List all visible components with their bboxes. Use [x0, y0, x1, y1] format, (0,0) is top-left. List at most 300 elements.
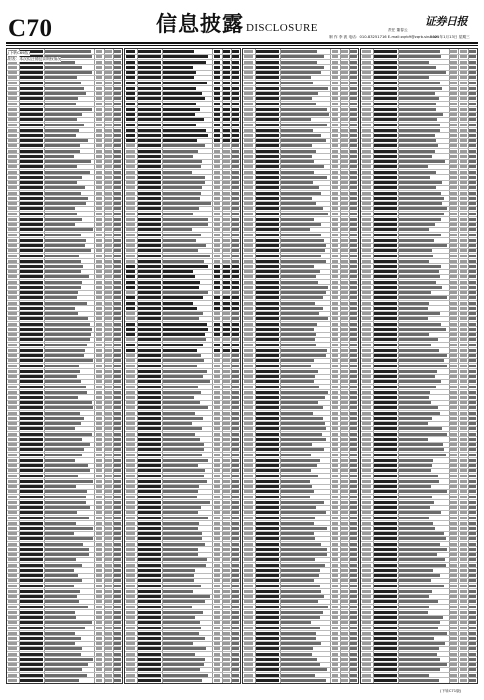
table-cell — [223, 585, 230, 588]
table-cell — [232, 480, 239, 483]
table-cell — [281, 438, 326, 441]
table-cell — [8, 275, 17, 278]
table-cell — [105, 218, 112, 221]
table-cell — [126, 349, 135, 352]
table-cell — [256, 223, 279, 226]
table-cell — [460, 281, 467, 284]
table-cell — [163, 365, 197, 368]
table-cell — [332, 323, 339, 326]
table-cell — [362, 323, 371, 326]
table-cell — [96, 522, 103, 525]
table-cell — [232, 244, 239, 247]
table-cell — [8, 323, 17, 326]
table-cell — [399, 165, 428, 168]
table-cell — [105, 585, 112, 588]
table-cell — [96, 103, 103, 106]
table-cell — [232, 134, 239, 137]
table-cell — [374, 338, 397, 341]
table-cell — [341, 438, 348, 441]
table-cell — [232, 333, 239, 336]
table-cell — [469, 108, 476, 111]
table-cell — [232, 406, 239, 409]
table-cell — [138, 396, 161, 399]
table-cell — [332, 632, 339, 635]
table-cell — [232, 160, 239, 163]
table-cell — [163, 438, 200, 441]
table-cell — [20, 527, 43, 530]
table-cell — [8, 579, 17, 582]
table-cell — [244, 286, 253, 289]
table-cell — [341, 464, 348, 467]
table-cell — [126, 401, 135, 404]
table-cell — [450, 506, 457, 509]
table-cell — [469, 87, 476, 90]
table-cell — [244, 265, 253, 268]
table-cell — [232, 438, 239, 441]
table-cell — [126, 532, 135, 535]
table-cell — [96, 134, 103, 137]
table-cell — [399, 97, 439, 100]
table-cell — [138, 113, 161, 116]
table-cell — [223, 150, 230, 153]
table-cell — [232, 448, 239, 451]
table-cell — [341, 606, 348, 609]
table-cell — [350, 139, 357, 142]
table-cell — [399, 391, 430, 394]
table-cell — [138, 139, 161, 142]
table-cell — [45, 585, 74, 588]
table-cell — [214, 443, 221, 446]
table-cell — [214, 548, 221, 551]
table-cell — [256, 370, 279, 373]
table-cell — [256, 632, 279, 635]
table-cell — [450, 296, 457, 299]
table-cell — [8, 312, 17, 315]
table-cell — [114, 663, 121, 666]
table-cell — [332, 433, 339, 436]
table-cell — [256, 668, 279, 671]
table-cell — [45, 674, 87, 677]
table-cell — [341, 412, 348, 415]
table-cell — [256, 103, 279, 106]
table-cell — [223, 275, 230, 278]
table-cell — [362, 438, 371, 441]
table-cell — [114, 642, 121, 645]
table-cell — [362, 260, 371, 263]
table-cell — [45, 469, 90, 472]
table-cell — [399, 323, 441, 326]
table-cell — [96, 118, 103, 121]
table-cell — [362, 532, 371, 535]
table-cell — [341, 333, 348, 336]
table-cell — [96, 328, 103, 331]
table-cell — [126, 354, 135, 357]
table-cell — [45, 527, 93, 530]
table-cell — [8, 118, 17, 121]
table-cell — [374, 406, 397, 409]
table-cell — [20, 359, 43, 362]
table-cell — [374, 637, 397, 640]
table-cell — [8, 181, 17, 184]
table-cell — [332, 522, 339, 525]
table-cell — [163, 213, 193, 216]
table-cell — [332, 181, 339, 184]
table-cell — [114, 522, 121, 525]
table-cell — [223, 218, 230, 221]
table-cell — [223, 427, 230, 430]
table-cell — [114, 616, 121, 619]
table-cell — [96, 679, 103, 682]
table-row — [243, 678, 358, 683]
table-cell — [138, 118, 161, 121]
table-cell — [332, 218, 339, 221]
table-cell — [469, 469, 476, 472]
table-cell — [399, 422, 428, 425]
table-cell — [244, 354, 253, 357]
table-cell — [460, 443, 467, 446]
table-cell — [256, 448, 279, 451]
table-cell — [96, 150, 103, 153]
table-cell — [163, 537, 202, 540]
table-cell — [469, 317, 476, 320]
table-cell — [362, 244, 371, 247]
table-cell — [450, 386, 457, 389]
table-cell — [256, 501, 279, 504]
table-cell — [232, 579, 239, 582]
table-cell — [281, 359, 314, 362]
table-cell — [256, 192, 279, 195]
table-cell — [399, 218, 441, 221]
table-cell — [450, 627, 457, 630]
table-cell — [223, 537, 230, 540]
table-cell — [138, 186, 161, 189]
table-cell — [399, 186, 436, 189]
table-cell — [469, 412, 476, 415]
table-cell — [374, 522, 397, 525]
table-cell — [256, 291, 279, 294]
table-cell — [341, 365, 348, 368]
table-cell — [163, 506, 201, 509]
table-cell — [332, 118, 339, 121]
table-cell — [105, 396, 112, 399]
table-cell — [281, 97, 312, 100]
table-cell — [469, 82, 476, 85]
table-cell — [399, 412, 440, 415]
table-cell — [8, 197, 17, 200]
table-cell — [223, 632, 230, 635]
table-cell — [138, 668, 161, 671]
table-cell — [332, 480, 339, 483]
table-cell — [374, 296, 397, 299]
table-cell — [399, 553, 436, 556]
table-cell — [350, 621, 357, 624]
table-cell — [232, 454, 239, 457]
table-cell — [460, 129, 467, 132]
table-cell — [138, 71, 161, 74]
table-cell — [469, 475, 476, 478]
table-cell — [281, 349, 327, 352]
table-cell — [105, 87, 112, 90]
table-cell — [469, 291, 476, 294]
table-cell — [20, 275, 43, 278]
table-cell — [223, 637, 230, 640]
table-cell — [163, 92, 202, 95]
table-cell — [114, 679, 121, 682]
table-cell — [223, 674, 230, 677]
table-cell — [244, 459, 253, 462]
table-cell — [281, 323, 317, 326]
table-cell — [332, 66, 339, 69]
table-cell — [105, 553, 112, 556]
table-cell — [96, 668, 103, 671]
table-cell — [399, 506, 430, 509]
table-cell — [8, 543, 17, 546]
table-cell — [362, 87, 371, 90]
table-cell — [20, 134, 43, 137]
table-cell — [244, 674, 253, 677]
table-cell — [114, 427, 121, 430]
table-cell — [450, 480, 457, 483]
table-cell — [374, 464, 397, 467]
table-cell — [232, 61, 239, 64]
table-cell — [138, 92, 161, 95]
table-cell — [8, 160, 17, 163]
table-cell — [362, 511, 371, 514]
table-cell — [126, 674, 135, 677]
table-cell — [8, 171, 17, 174]
table-cell — [96, 202, 103, 205]
table-cell — [214, 606, 221, 609]
table-cell — [163, 239, 196, 242]
table-cell — [332, 590, 339, 593]
table-cell — [8, 124, 17, 127]
table-cell — [232, 517, 239, 520]
table-cell — [232, 338, 239, 341]
table-cell — [332, 532, 339, 535]
table-cell — [374, 433, 397, 436]
table-cell — [138, 228, 161, 231]
table-cell — [126, 50, 135, 53]
table-cell — [45, 197, 88, 200]
table-cell — [281, 391, 328, 394]
table-cell — [105, 108, 112, 111]
table-cell — [244, 249, 253, 252]
table-cell — [350, 97, 357, 100]
table-cell — [256, 553, 279, 556]
table-cell — [350, 134, 357, 137]
table-cell — [341, 391, 348, 394]
table-cell — [244, 658, 253, 661]
table-cell — [45, 621, 92, 624]
table-cell — [399, 338, 438, 341]
table-cell — [256, 480, 279, 483]
table-cell — [45, 155, 74, 158]
table-cell — [214, 160, 221, 163]
table-cell — [244, 600, 253, 603]
table-cell — [20, 139, 43, 142]
table-cell — [350, 71, 357, 74]
table-cell — [214, 375, 221, 378]
table-cell — [232, 202, 239, 205]
table-cell — [8, 92, 17, 95]
table-cell — [105, 302, 112, 305]
table-cell — [399, 490, 447, 493]
table-cell — [114, 317, 121, 320]
table-column-4 — [360, 48, 478, 684]
table-cell — [399, 265, 441, 268]
table-cell — [214, 50, 221, 53]
table-cell — [232, 307, 239, 310]
table-cell — [138, 192, 161, 195]
table-cell — [214, 144, 221, 147]
table-cell — [126, 480, 135, 483]
table-cell — [105, 574, 112, 577]
table-cell — [244, 501, 253, 504]
table-cell — [350, 171, 357, 174]
table-cell — [223, 228, 230, 231]
table-cell — [126, 197, 135, 200]
table-cell — [232, 537, 239, 540]
table-cell — [20, 443, 43, 446]
table-cell — [8, 380, 17, 383]
table-cell — [281, 249, 325, 252]
table-cell — [362, 627, 371, 630]
table-cell — [126, 97, 135, 100]
table-cell — [374, 55, 397, 58]
table-cell — [126, 71, 135, 74]
table-cell — [341, 249, 348, 252]
table-cell — [138, 234, 161, 237]
table-cell — [105, 213, 112, 216]
table-cell — [332, 501, 339, 504]
table-cell — [399, 480, 438, 483]
table-cell — [232, 296, 239, 299]
table-cell — [350, 658, 357, 661]
table-cell — [20, 490, 43, 493]
table-cell — [332, 642, 339, 645]
table-cell — [350, 611, 357, 614]
table-cell — [244, 244, 253, 247]
table-cell — [362, 679, 371, 682]
table-cell — [223, 422, 230, 425]
table-cell — [341, 155, 348, 158]
table-cell — [332, 406, 339, 409]
table-cell — [350, 50, 357, 53]
table-cell — [223, 600, 230, 603]
table-cell — [374, 213, 397, 216]
table-cell — [138, 370, 161, 373]
table-cell — [350, 642, 357, 645]
table-cell — [374, 579, 397, 582]
table-cell — [114, 155, 121, 158]
table-cell — [223, 249, 230, 252]
table-cell — [163, 160, 202, 163]
table-cell — [256, 642, 279, 645]
table-cell — [45, 506, 90, 509]
table-cell — [214, 265, 221, 268]
table-cell — [126, 344, 135, 347]
table-cell — [126, 653, 135, 656]
table-cell — [256, 249, 279, 252]
table-cell — [96, 244, 103, 247]
table-cell — [244, 454, 253, 457]
table-cell — [362, 621, 371, 624]
table-cell — [138, 380, 161, 383]
table-cell — [256, 558, 279, 561]
table-cell — [214, 632, 221, 635]
table-cell — [138, 359, 161, 362]
table-cell — [126, 543, 135, 546]
table-cell — [469, 202, 476, 205]
table-cell — [163, 50, 194, 53]
table-cell — [469, 627, 476, 630]
table-cell — [96, 55, 103, 58]
table-cell — [214, 260, 221, 263]
table-cell — [460, 108, 467, 111]
table-cell — [20, 312, 43, 315]
table-cell — [341, 265, 348, 268]
table-cell — [469, 674, 476, 677]
table-cell — [214, 55, 221, 58]
table-cell — [114, 333, 121, 336]
table-cell — [126, 61, 135, 64]
table-cell — [341, 370, 348, 373]
table-cell — [469, 448, 476, 451]
table-cell — [256, 207, 279, 210]
table-cell — [114, 260, 121, 263]
table-cell — [281, 558, 315, 561]
table-cell — [96, 485, 103, 488]
table-cell — [350, 464, 357, 467]
table-cell — [20, 496, 43, 499]
table-cell — [450, 647, 457, 650]
table-cell — [450, 406, 457, 409]
table-cell — [244, 668, 253, 671]
table-cell — [469, 543, 476, 546]
table-cell — [8, 244, 17, 247]
table-cell — [332, 370, 339, 373]
table-cell — [223, 448, 230, 451]
table-cell — [20, 585, 43, 588]
table-cell — [20, 663, 43, 666]
table-cell — [374, 606, 397, 609]
table-cell — [232, 443, 239, 446]
table-cell — [362, 564, 371, 567]
table-cell — [96, 50, 103, 53]
table-cell — [223, 239, 230, 242]
table-cell — [126, 281, 135, 284]
table-cell — [138, 275, 161, 278]
table-cell — [232, 144, 239, 147]
table-cell — [350, 55, 357, 58]
table-cell — [8, 260, 17, 263]
table-cell — [126, 517, 135, 520]
table-cell — [332, 270, 339, 273]
table-cell — [223, 349, 230, 352]
table-cell — [374, 344, 397, 347]
table-cell — [350, 192, 357, 195]
table-cell — [223, 527, 230, 530]
table-cell — [138, 406, 161, 409]
table-cell — [96, 155, 103, 158]
table-cell — [232, 490, 239, 493]
table-cell — [244, 218, 253, 221]
table-cell — [45, 380, 81, 383]
table-cell — [45, 296, 77, 299]
table-cell — [460, 234, 467, 237]
table-cell — [460, 606, 467, 609]
table-cell — [105, 103, 112, 106]
